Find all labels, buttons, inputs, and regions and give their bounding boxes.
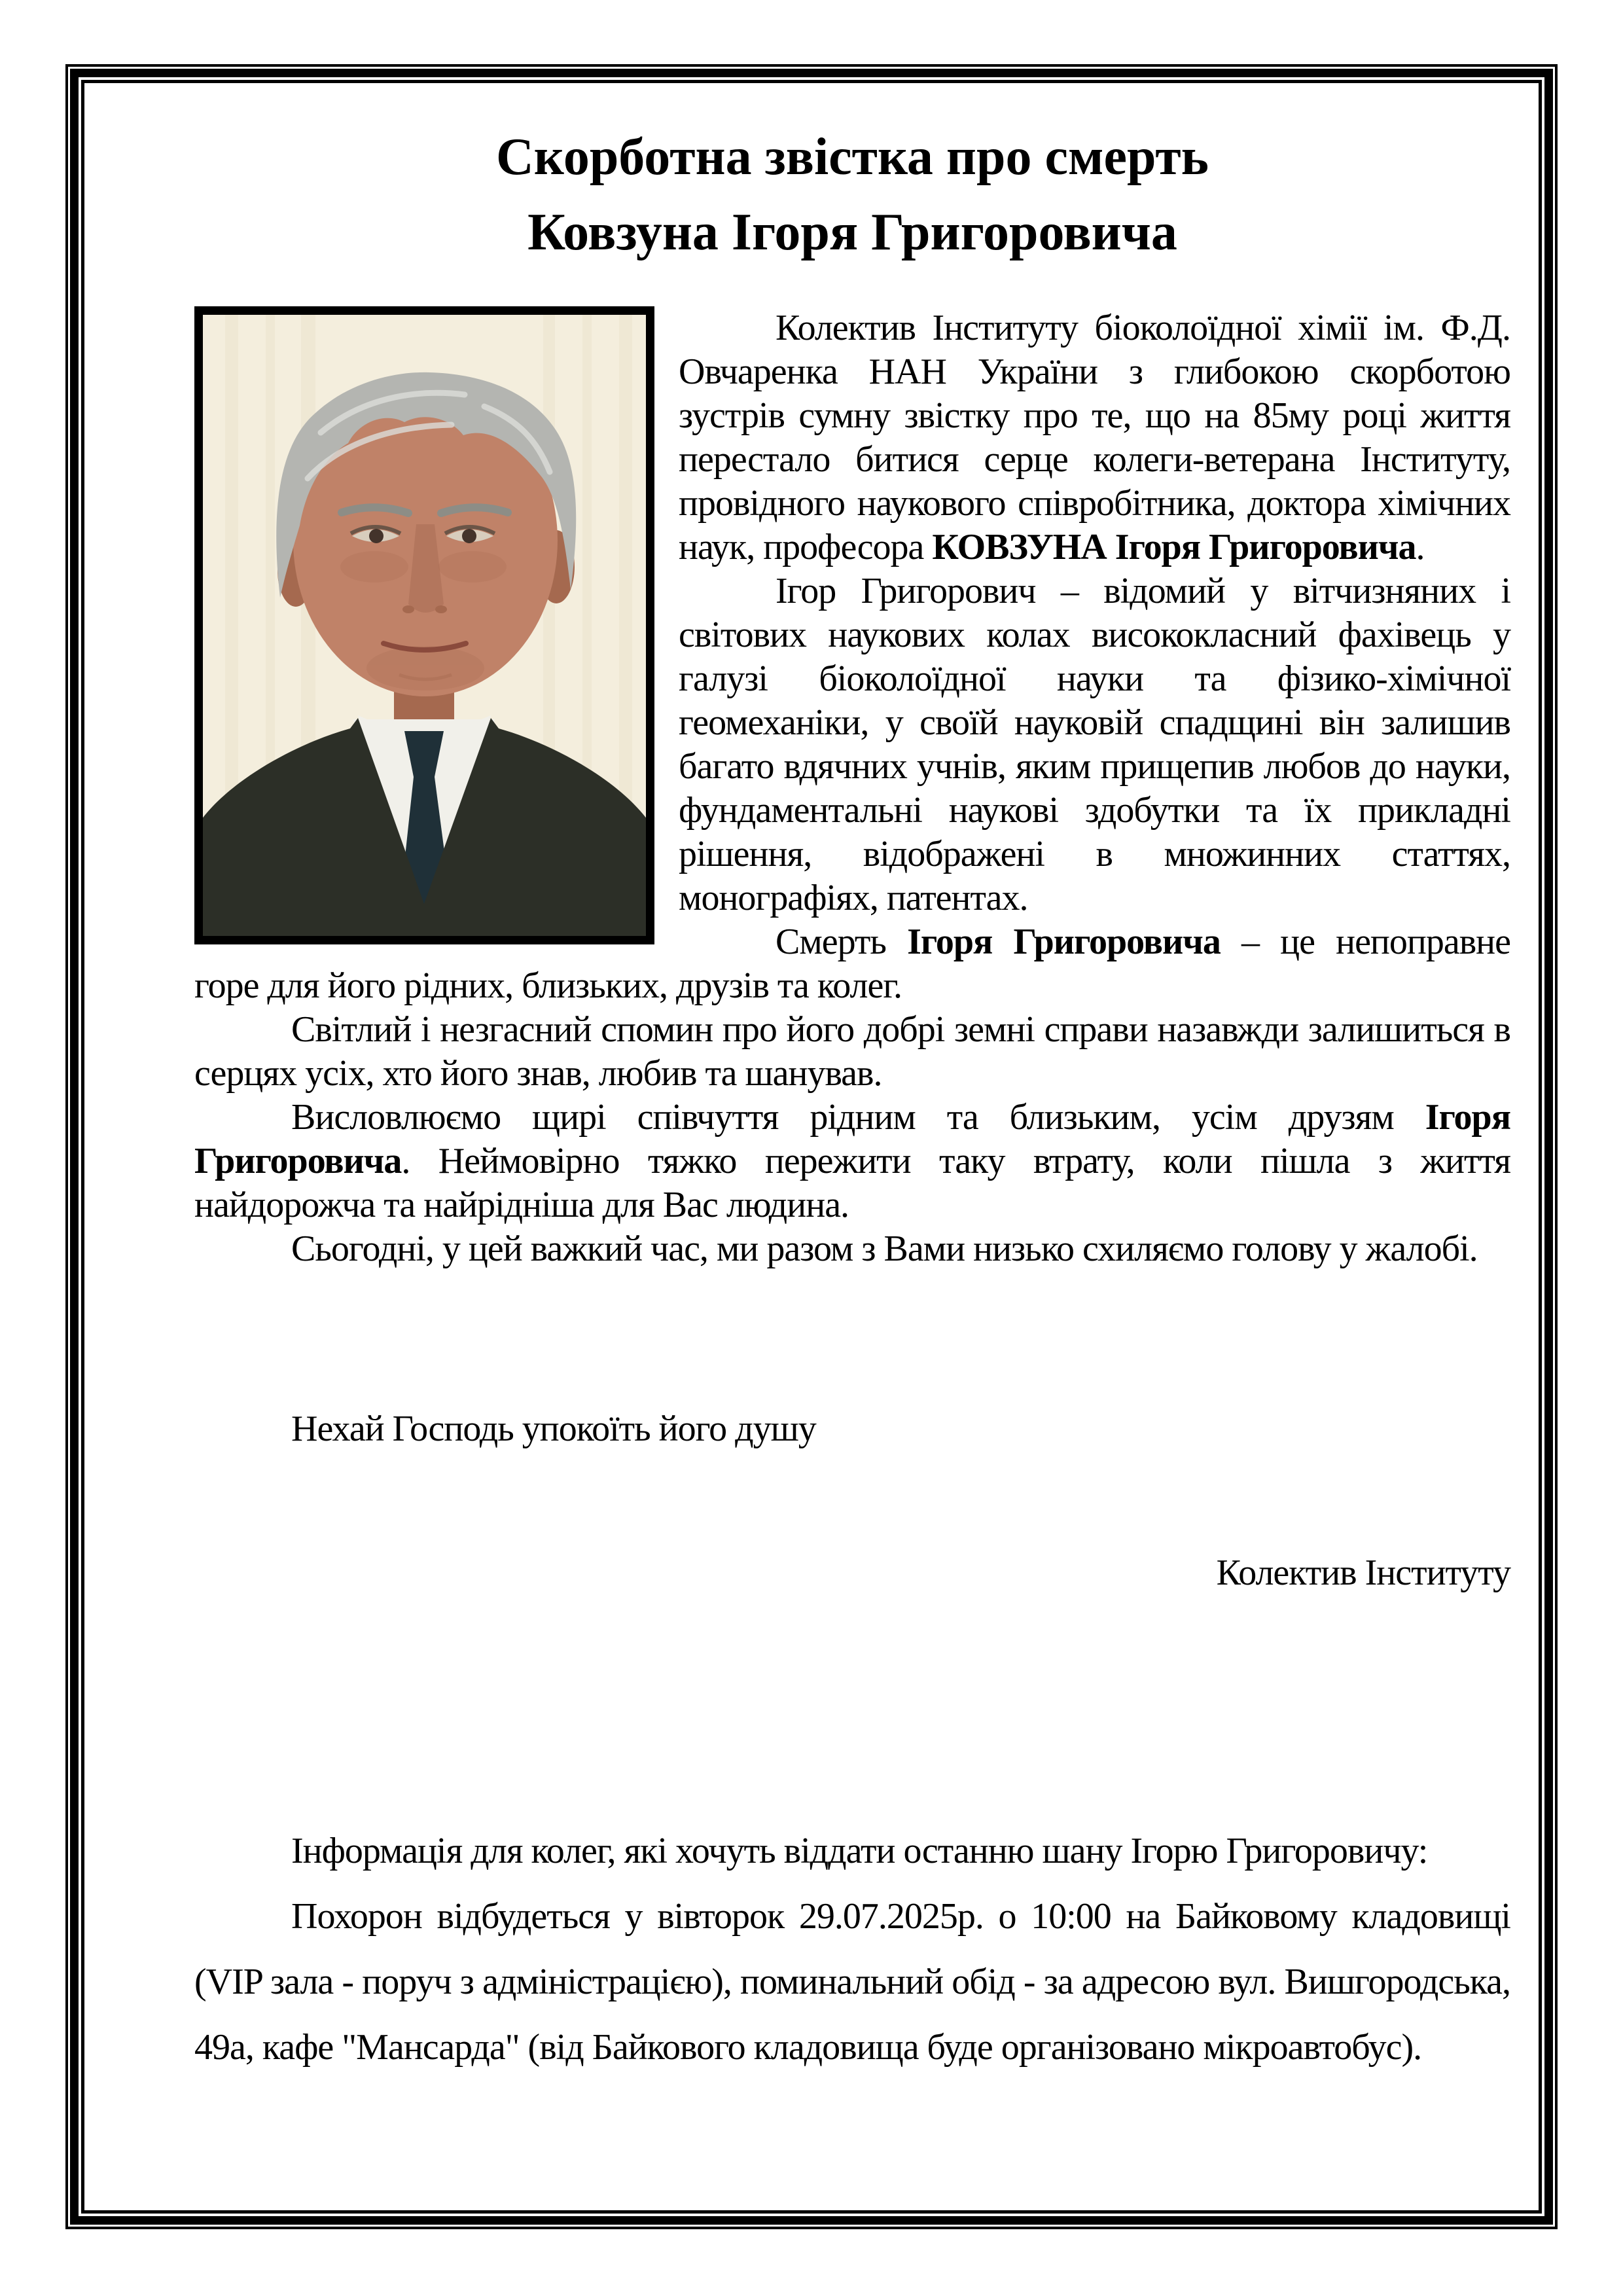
body-paragraph-5: [194, 1096, 1510, 1227]
text-segment: Висловлюємо щирі співчуття рідним та близьким, усім друзям: [291, 1097, 1425, 1138]
text-segment: Смерть: [776, 922, 908, 962]
text-segment: – це непоправне горе для його рідних, близьких, друзів та колег.: [194, 922, 1510, 1006]
portrait-nostril-left: [402, 605, 414, 613]
portrait-illustration: [203, 315, 646, 936]
body-paragraph-6: [194, 1227, 1510, 1271]
title-line-1: Скорботна звістка про смерть: [496, 128, 1209, 186]
text-segment: Сьогодні, у цей важкий час, ми разом з Вами низько схиляємо голову у жалобі.: [291, 1229, 1478, 1269]
page-title: [194, 120, 1510, 270]
text-segment: .: [1416, 527, 1425, 567]
mourning-frame-outer: [65, 64, 1558, 2229]
emphasized-name-text: Ігоря Григоровича: [907, 922, 1221, 962]
title-line-2: Ковзуна Ігоря Григоровича: [527, 204, 1177, 261]
mourning-frame-inner: [81, 80, 1542, 2214]
page-content: [84, 83, 1539, 2210]
funeral-info-intro: Інформація для колег, які хочуть віддати останню шану Ігорю Григоровичу:: [291, 1831, 1428, 1871]
portrait-photo: [194, 306, 654, 944]
blessing-line: Нехай Господь упокоїть його душу: [291, 1408, 816, 1449]
funeral-info-details: Похорон відбудеться у вівторок 29.07.2025р. о 10:00 на Байковому кладовищі (VIP зала - поруч з адміністрацією), поминальний обід - за адресою вул. Вишгородська, 49а, кафе "Мансарда" (від Байкового кладовища буде організовано мікроавтобус).: [194, 1896, 1510, 2068]
main-text-flow: [194, 306, 1510, 1385]
mourning-frame-middle: [70, 69, 1553, 2225]
text-segment: Колектив Інституту біоколоїдної хімії ім. Ф.Д. Овчаренка НАН України з глибокою скорботою зустрів сумну звістку про те, що на 85му році життя перестало битися серце колеги-ветерана Інституту, провідного наукового співробітника, доктора хімічних наук, професора: [679, 308, 1510, 567]
emphasized-name-text: Ігоря Григоровича: [194, 1097, 1510, 1181]
text-segment: Ігор Григорович – відомий у вітчизняних і світових наукових колах висококласний фахівець у галузі біоколоїдної науки та фізико-хімічної геомеханіки, у своїй науковій спадщині він залишив багато вдячних учнів, яким прищепив любов до науки, фундаментальні наукові здобутки та їх прикладні рішення, відображені в множинних статтях, монографіях, патентах.: [679, 571, 1510, 918]
text-segment: . Неймовірно тяжко пережити таку втрату, коли пішла з життя найдорожча та найрідніша для Вас людина.: [194, 1141, 1510, 1225]
emphasized-name-text: КОВЗУНА Ігоря Григоровича: [932, 527, 1416, 567]
portrait-nostril-right: [435, 605, 447, 613]
text-segment: Світлий і незгасний спомин про його добрі земні справи назавжди залишиться в серцях усіх, хто його знав, любив та шанував.: [194, 1009, 1510, 1094]
body-paragraph-4: [194, 1008, 1510, 1096]
signature-line: Колектив Інституту: [1216, 1552, 1510, 1593]
